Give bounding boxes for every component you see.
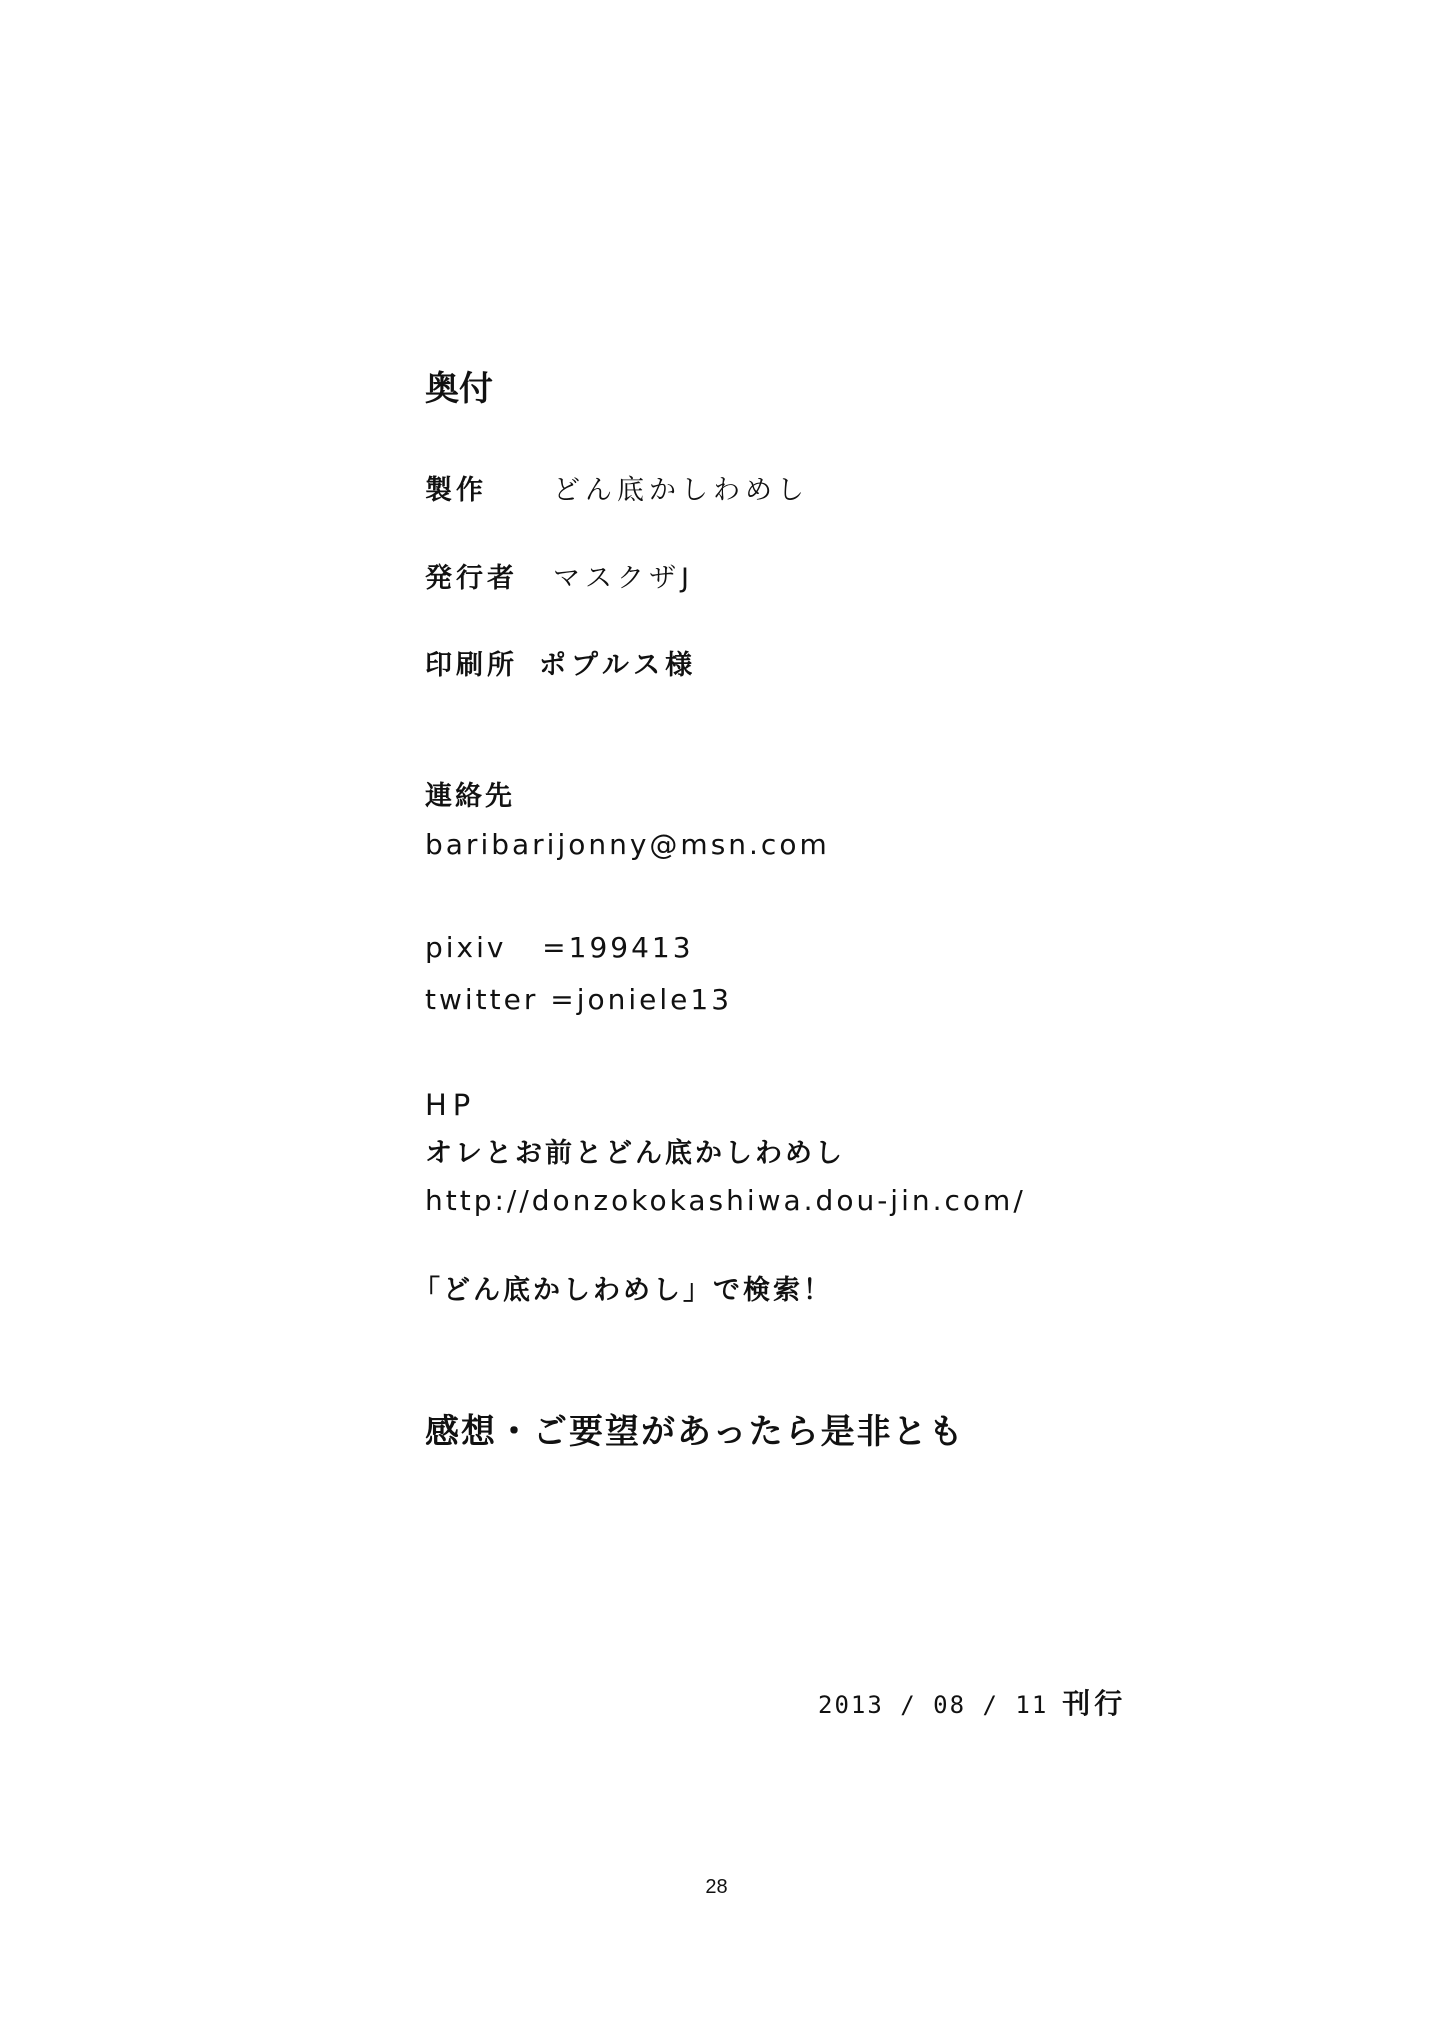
date-value: 2013 / 08 / 11 bbox=[818, 1691, 1049, 1719]
printer-label: 印刷所 bbox=[425, 650, 518, 681]
contact-label: 連絡先 bbox=[425, 781, 515, 812]
publisher-value: マスクザJ bbox=[553, 563, 694, 594]
printer-row bbox=[425, 652, 697, 679]
pixiv-id: pixiv =199413 bbox=[425, 931, 694, 964]
publisher-label: 発行者 bbox=[425, 563, 518, 594]
hp-label: HP bbox=[425, 1088, 477, 1122]
colophon-title: 奥付 bbox=[425, 369, 493, 409]
search-note: 「どん底かしわめし」で検索！ bbox=[413, 1275, 833, 1306]
date-suffix: 刊行 bbox=[1062, 1687, 1127, 1720]
production-label: 製作 bbox=[425, 475, 487, 506]
production-row bbox=[425, 477, 809, 504]
hp-url: http://donzokokashiwa.dou-jin.com/ bbox=[425, 1184, 1026, 1217]
twitter-id: twitter =joniele13 bbox=[425, 983, 733, 1016]
publication-date bbox=[818, 1682, 1126, 1722]
contact-email: baribarijonny@msn.com bbox=[425, 828, 830, 861]
production-value: どん底かしわめし bbox=[553, 475, 809, 506]
feedback-note: 感想・ご要望があったら是非とも bbox=[425, 1412, 965, 1452]
page-number: 28 bbox=[705, 1876, 728, 1898]
hp-name: オレとお前とどん底かしわめし bbox=[425, 1138, 845, 1169]
printer-value: ポプルス様 bbox=[539, 650, 698, 681]
publisher-row bbox=[425, 565, 694, 592]
